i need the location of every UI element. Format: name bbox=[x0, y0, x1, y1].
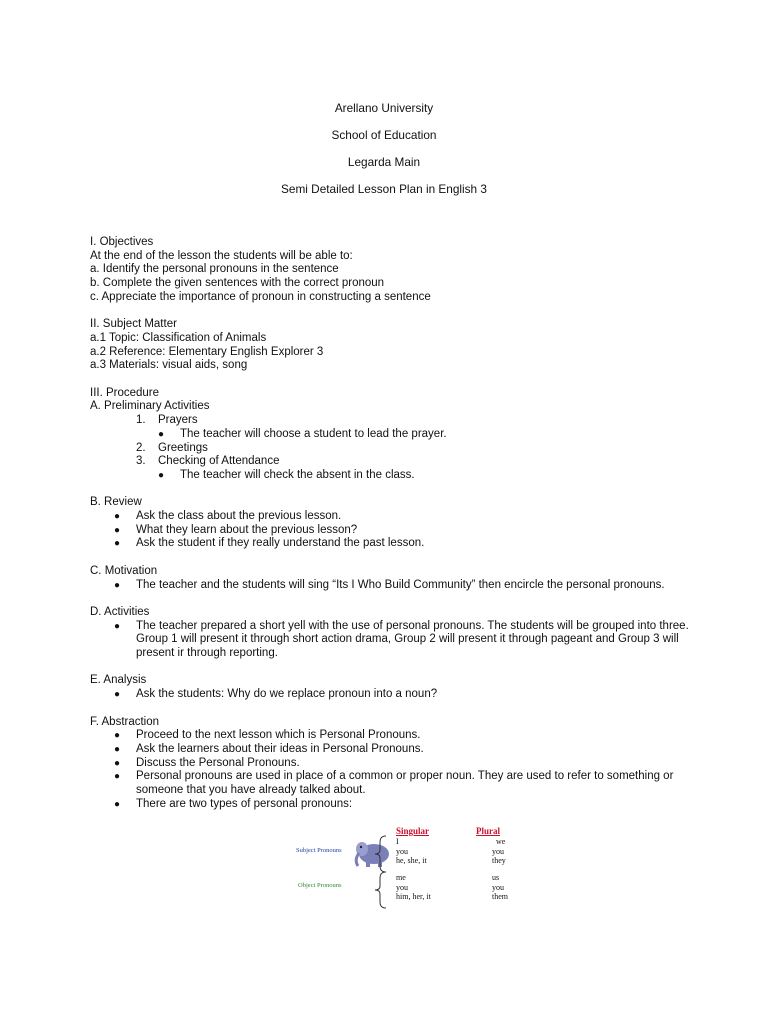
subject-plural-1: we bbox=[496, 837, 506, 846]
object-singular-1: me bbox=[396, 873, 406, 882]
bullet-icon: ● bbox=[114, 771, 121, 783]
analysis-heading: E. Analysis bbox=[90, 674, 147, 687]
objectives-intro: At the end of the lesson the students will be able to: bbox=[90, 249, 353, 262]
object-plural-2: you bbox=[492, 883, 504, 892]
bullet-icon: ● bbox=[114, 511, 121, 523]
object-singular-2: you bbox=[396, 883, 408, 892]
prayers-note: ● The teacher will choose a student to lead the prayer. bbox=[158, 427, 447, 440]
objective-item: b. Complete the given sentences with the correct pronoun bbox=[90, 277, 385, 290]
objectives-heading: I. Objectives bbox=[90, 236, 154, 248]
review-item: ● Ask the class about the previous lesson. bbox=[114, 510, 342, 523]
object-brace-icon bbox=[372, 870, 392, 910]
subject-singular-3: he, she, it bbox=[396, 856, 427, 865]
preliminary-heading: A. Preliminary Activities bbox=[90, 400, 210, 413]
abstraction-heading: F. Abstraction bbox=[90, 715, 160, 728]
school-name: School of Education bbox=[331, 128, 437, 142]
singular-header: Singular bbox=[396, 826, 430, 836]
subject-plural-2: you bbox=[492, 847, 504, 856]
greetings-step: 2. Greetings bbox=[136, 441, 208, 454]
subject-matter-heading: II. Subject Matter bbox=[90, 318, 177, 331]
object-plural-1: us bbox=[492, 873, 500, 882]
abstraction-item: ● There are two types of personal pronouns: bbox=[114, 797, 353, 810]
lesson-plan-title: Semi Detailed Lesson Plan in English 3 bbox=[281, 182, 487, 196]
activities-heading: D. Activities bbox=[90, 605, 150, 618]
subject-matter-item: a.1 Topic: Classification of Animals bbox=[90, 331, 267, 344]
abstraction-item: ● Personal pronouns are used in place of a common or proper noun. They are used to refer to something or someone that you have already talked about. bbox=[114, 770, 674, 797]
subject-matter-item: a.3 Materials: visual aids, song bbox=[90, 359, 248, 372]
bullet-icon: ● bbox=[114, 730, 121, 742]
procedure-heading: III. Procedure bbox=[90, 386, 160, 399]
abstraction-item: ● Ask the learners about their ideas in Personal Pronouns. bbox=[114, 742, 424, 755]
abstraction-item: ● Proceed to the next lesson which is Personal Pronouns. bbox=[114, 729, 421, 742]
campus-name: Legarda Main bbox=[347, 155, 421, 169]
bullet-icon: ● bbox=[114, 689, 121, 701]
bullet-icon: ● bbox=[114, 798, 121, 810]
review-heading: B. Review bbox=[90, 496, 142, 509]
subject-matter-item: a.2 Reference: Elementary English Explorer 3 bbox=[90, 345, 324, 358]
abstraction-item: ● Discuss the Personal Pronouns. bbox=[114, 756, 300, 769]
prayers-step: 1. Prayers bbox=[136, 414, 198, 427]
objective-item: c. Appreciate the importance of pronoun in constructing a sentence bbox=[90, 290, 431, 303]
review-item: ● What they learn about the previous lesson? bbox=[114, 523, 358, 536]
bullet-icon: ● bbox=[114, 579, 121, 591]
subject-pronouns-label: Subject Pronouns bbox=[296, 847, 342, 854]
bullet-icon: ● bbox=[114, 620, 121, 632]
motivation-item: ● The teacher and the students will sing “Its I Who Build Community” then encircle the personal pronouns. bbox=[114, 578, 665, 591]
object-pronouns-label: Object Pronouns bbox=[298, 882, 342, 889]
lesson-body bbox=[90, 236, 690, 811]
object-singular-3: him, her, it bbox=[396, 892, 431, 901]
object-plural-3: them bbox=[492, 892, 508, 901]
subject-singular-1: I bbox=[396, 837, 399, 846]
analysis-item: ● Ask the students: Why do we replace pronoun into a noun? bbox=[114, 688, 438, 701]
university-name: Arellano University bbox=[334, 101, 434, 115]
personal-pronouns-figure bbox=[292, 826, 532, 906]
motivation-heading: C. Motivation bbox=[90, 564, 158, 577]
bullet-icon: ● bbox=[114, 538, 121, 550]
attendance-step: 3. Checking of Attendance bbox=[136, 455, 280, 468]
objective-item: a. Identify the personal pronouns in the sentence bbox=[90, 263, 339, 276]
subject-brace-icon bbox=[372, 834, 392, 874]
bullet-icon: ● bbox=[158, 469, 165, 481]
activities-item: ● The teacher prepared a short yell with the use of personal pronouns. The students will be grouped into three. Group 1 will present it through short action drama, Group 2 will present it through pageant and Group 3 will present ir through reporting. bbox=[114, 619, 689, 660]
review-item: ● Ask the student if they really understand the past lesson. bbox=[114, 537, 425, 550]
bullet-icon: ● bbox=[114, 743, 121, 755]
plural-header: Plural bbox=[476, 826, 500, 836]
bullet-icon: ● bbox=[114, 524, 121, 536]
subject-plural-3: they bbox=[492, 856, 506, 865]
subject-singular-2: you bbox=[396, 847, 408, 856]
bullet-icon: ● bbox=[114, 757, 121, 769]
attendance-note: ● The teacher will check the absent in the class. bbox=[158, 468, 415, 481]
bullet-icon: ● bbox=[158, 428, 165, 440]
